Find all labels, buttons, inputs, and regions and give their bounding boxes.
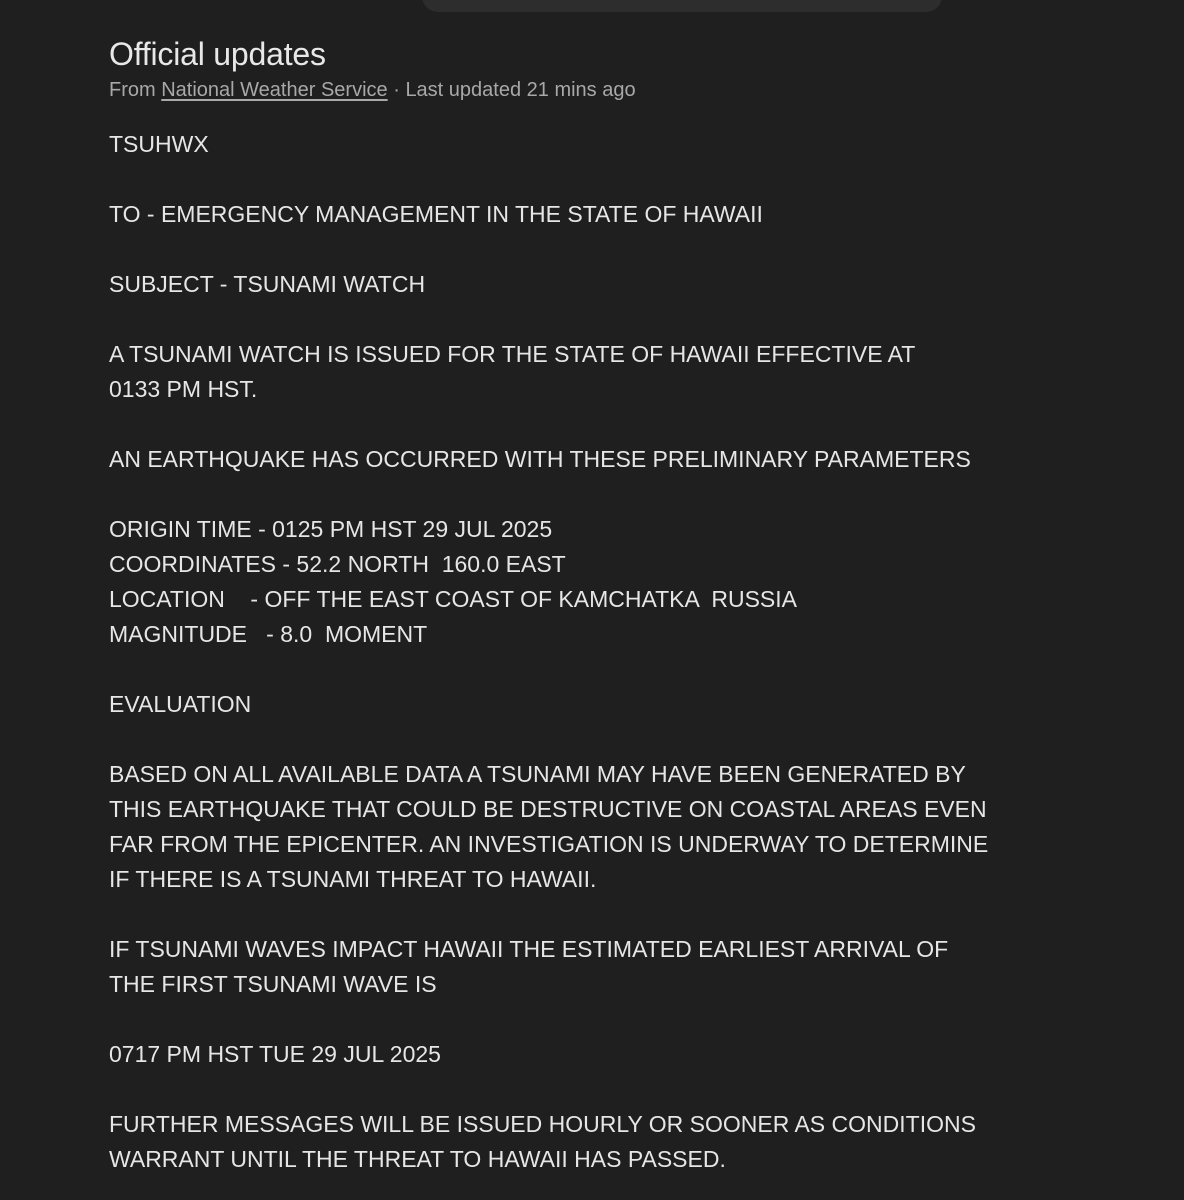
bulletin-line: THIS EARTHQUAKE THAT COULD BE DESTRUCTIVE ON COASTAL AREAS EVEN [109,796,987,822]
bulletin-line: EVALUATION [109,691,252,717]
bulletin-line: 0717 PM HST TUE 29 JUL 2025 [109,1041,441,1067]
top-search-bar[interactable] [422,0,942,12]
bulletin-line [109,652,1149,687]
bulletin-line [109,1002,1149,1037]
bulletin-line: SUBJECT - TSUNAMI WATCH [109,271,426,297]
bulletin-line [109,477,1149,512]
bulletin-line: ORIGIN TIME - 0125 PM HST 29 JUL 2025 [109,516,553,542]
bulletin-line: MAGNITUDE - 8.0 MOMENT [109,621,428,647]
bulletin-line: LOCATION - OFF THE EAST COAST OF KAMCHATKA RUSSIA [109,586,797,612]
bulletin-line: IF TSUNAMI WAVES IMPACT HAWAII THE ESTIMATED EARLIEST ARRIVAL OF [109,936,949,962]
bulletin-line: COORDINATES - 52.2 NORTH 160.0 EAST [109,551,566,577]
bulletin-line [109,1072,1149,1107]
bulletin-line: TO - EMERGENCY MANAGEMENT IN THE STATE OF HAWAII [109,201,763,227]
bulletin-line: FAR FROM THE EPICENTER. AN INVESTIGATION IS UNDERWAY TO DETERMINE [109,831,989,857]
bulletin-line [109,302,1149,337]
bulletin-line: BASED ON ALL AVAILABLE DATA A TSUNAMI MAY HAVE BEEN GENERATED BY [109,761,966,787]
meta-separator: · [393,79,400,101]
bulletin-line [109,162,1149,197]
page-title: Official updates [109,36,326,72]
bulletin-line: IF THERE IS A TSUNAMI THREAT TO HAWAII. [109,866,597,892]
last-updated: Last updated 21 mins ago [405,79,636,101]
bulletin-text [109,127,1149,1177]
bulletin-line [109,232,1149,267]
bulletin-line: 0133 PM HST. [109,376,258,402]
bulletin-line: THE FIRST TSUNAMI WAVE IS [109,971,437,997]
source-link[interactable]: National Weather Service [161,79,388,101]
from-label: From [109,79,156,101]
bulletin-line [109,897,1149,932]
official-updates-panel [109,34,1149,1177]
bulletin-line: WARRANT UNTIL THE THREAT TO HAWAII HAS PASSED. [109,1146,726,1172]
bulletin-line [109,722,1149,757]
bulletin-line: TSUHWX [109,131,209,157]
bulletin-line: AN EARTHQUAKE HAS OCCURRED WITH THESE PRELIMINARY PARAMETERS [109,446,971,472]
bulletin-line: A TSUNAMI WATCH IS ISSUED FOR THE STATE OF HAWAII EFFECTIVE AT [109,341,916,367]
update-meta [109,77,1149,103]
bulletin-line: FURTHER MESSAGES WILL BE ISSUED HOURLY OR SOONER AS CONDITIONS [109,1111,976,1137]
bulletin-line [109,407,1149,442]
